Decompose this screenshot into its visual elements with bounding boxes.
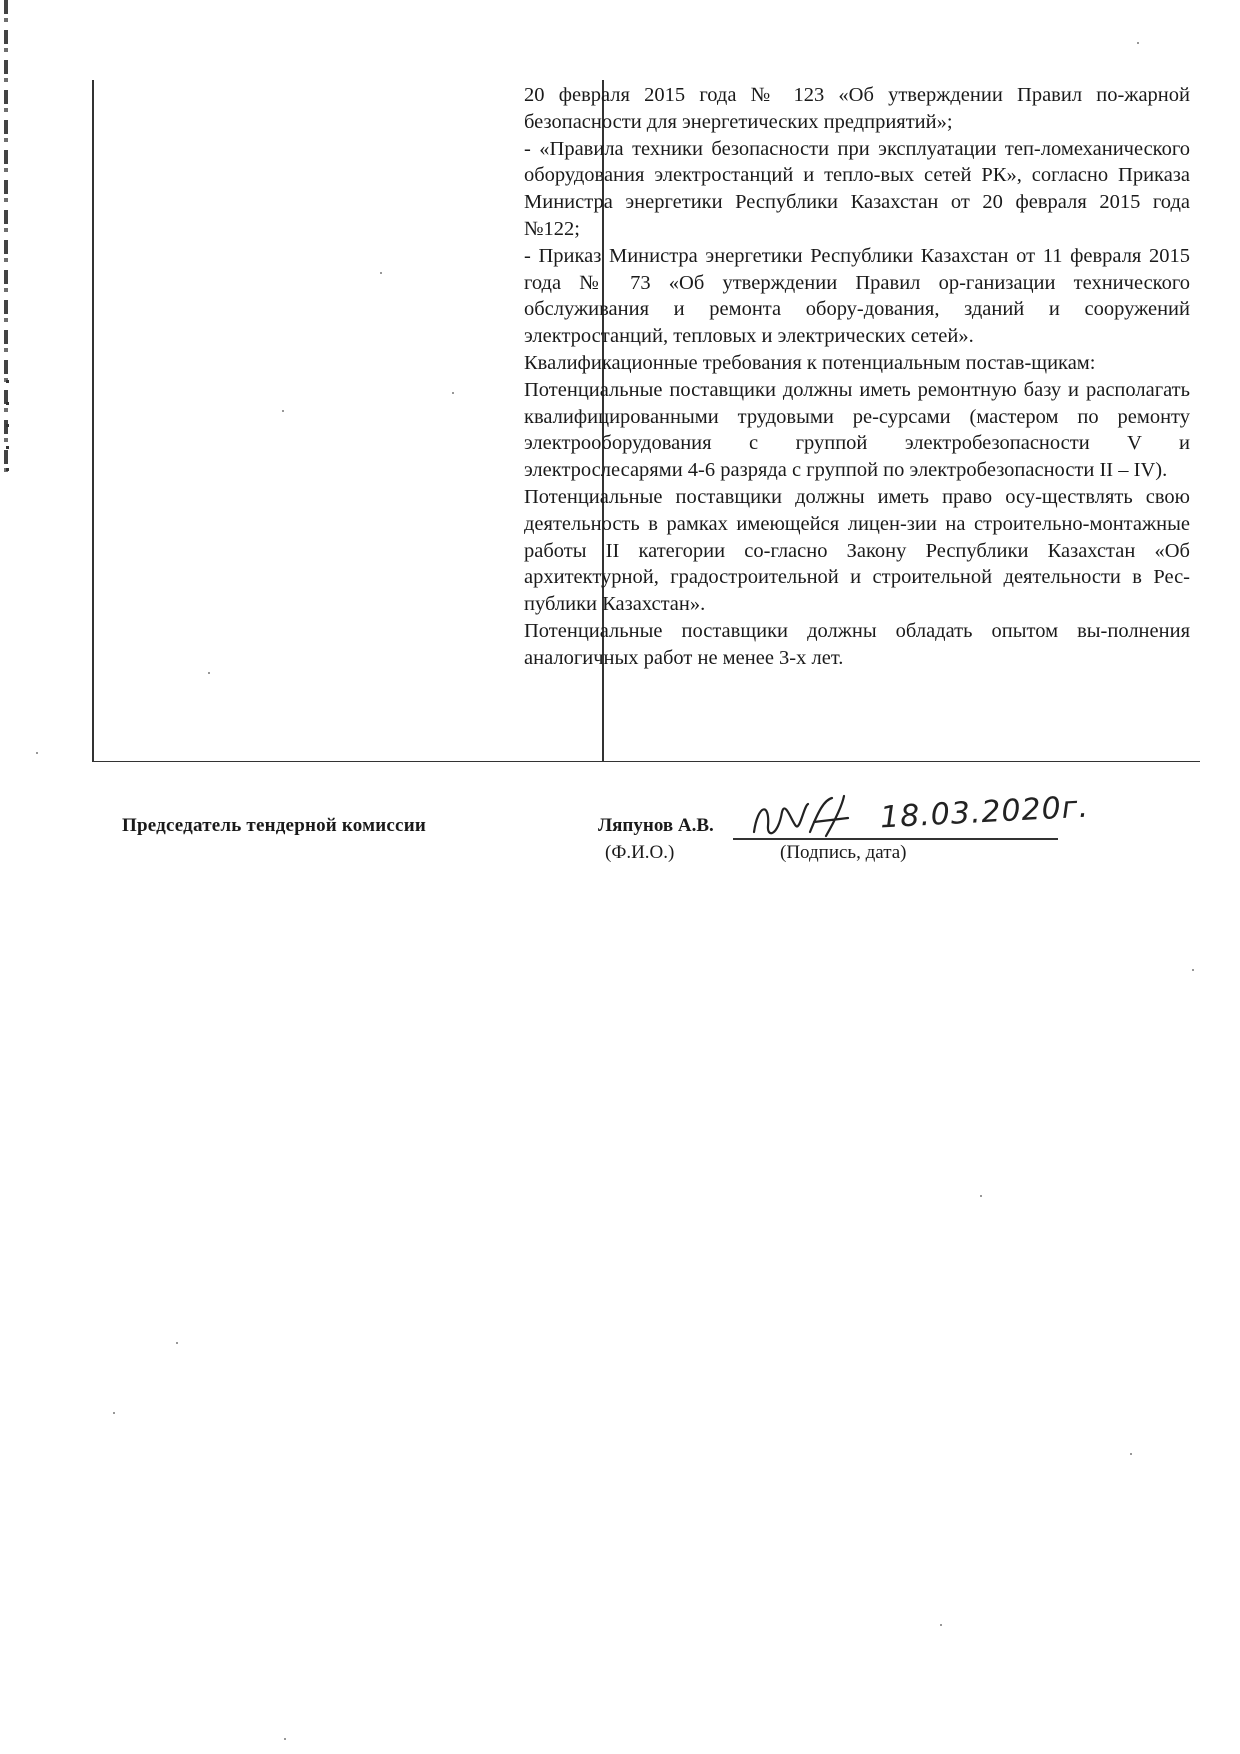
scan-speck	[940, 1624, 942, 1626]
handwritten-date: 18.03.2020г.	[879, 789, 1090, 836]
scan-speck	[1192, 969, 1194, 971]
scan-edge-artifact-lower	[6, 380, 9, 480]
scan-speck	[452, 392, 454, 394]
scan-speck	[284, 1738, 286, 1740]
scan-speck	[113, 1412, 115, 1414]
requirement-paragraph-safety-rules: - «Правила техники безопасности при эксплуатации теп-ломеханического оборудования электростанций и тепло-вых сетей РК», согласно Приказа Министра энергетики Республики Казахстан от 20 февраля 2015 года №122;	[524, 137, 1190, 240]
chairman-name: Ляпунов А.В.	[598, 815, 714, 836]
scan-speck	[36, 752, 38, 754]
qualification-repair-base: Потенциальные поставщики должны иметь ремонтную базу и располагать квалифицированными трудовыми ре-сурсами (мастером по ремонту электрооборудования с группой электробезопасности V и электрослесарями 4-6 разряда с группой по электробезопасности II – IV).	[524, 378, 1190, 482]
scan-speck	[980, 1195, 982, 1197]
qualification-license: Потенциальные поставщики должны иметь право осу-ществлять свою деятельность в рамках имеющейся лицен-зии на строительно-монтажные работы II категории со-гласно Закону Республики Казахстан «Об архитектурной, градостроительной и строительной деятельности в Рес-публики Казахстан».	[524, 485, 1190, 616]
qualification-experience: Потенциальные поставщики должны обладать опытом вы-полнения аналогичных работ не менее 3-х лет.	[524, 619, 1190, 669]
handwritten-signature	[748, 792, 868, 848]
scan-speck	[176, 1342, 178, 1344]
scan-speck	[282, 410, 284, 412]
scan-speck	[1137, 42, 1139, 44]
fio-caption: (Ф.И.О.)	[605, 842, 675, 863]
scan-speck	[1130, 1453, 1132, 1455]
signature-caption: (Подпись, дата)	[780, 842, 907, 863]
scan-speck	[380, 272, 382, 274]
qualification-heading: Квалификационные требования к потенциальным постав-щикам:	[524, 351, 1096, 374]
chairman-title: Председатель тендерной комиссии	[122, 815, 426, 836]
scan-speck	[208, 672, 210, 674]
table-left-border	[92, 80, 94, 761]
requirement-paragraph-maintenance-order: - Приказ Министра энергетики Республики Казахстан от 11 февраля 2015 года № 73 «Об утверждении Правил ор-ганизации технического обслуживания и ремонта обору-дования, зданий и сооружений электростанций, тепловых и электрических сетей».	[524, 244, 1190, 348]
requirements-cell-text	[524, 82, 1190, 672]
requirement-paragraph-fire-safety: 20 февраля 2015 года № 123 «Об утверждении Правил по-жарной безопасности для энергетических предприятий»;	[524, 84, 1190, 133]
